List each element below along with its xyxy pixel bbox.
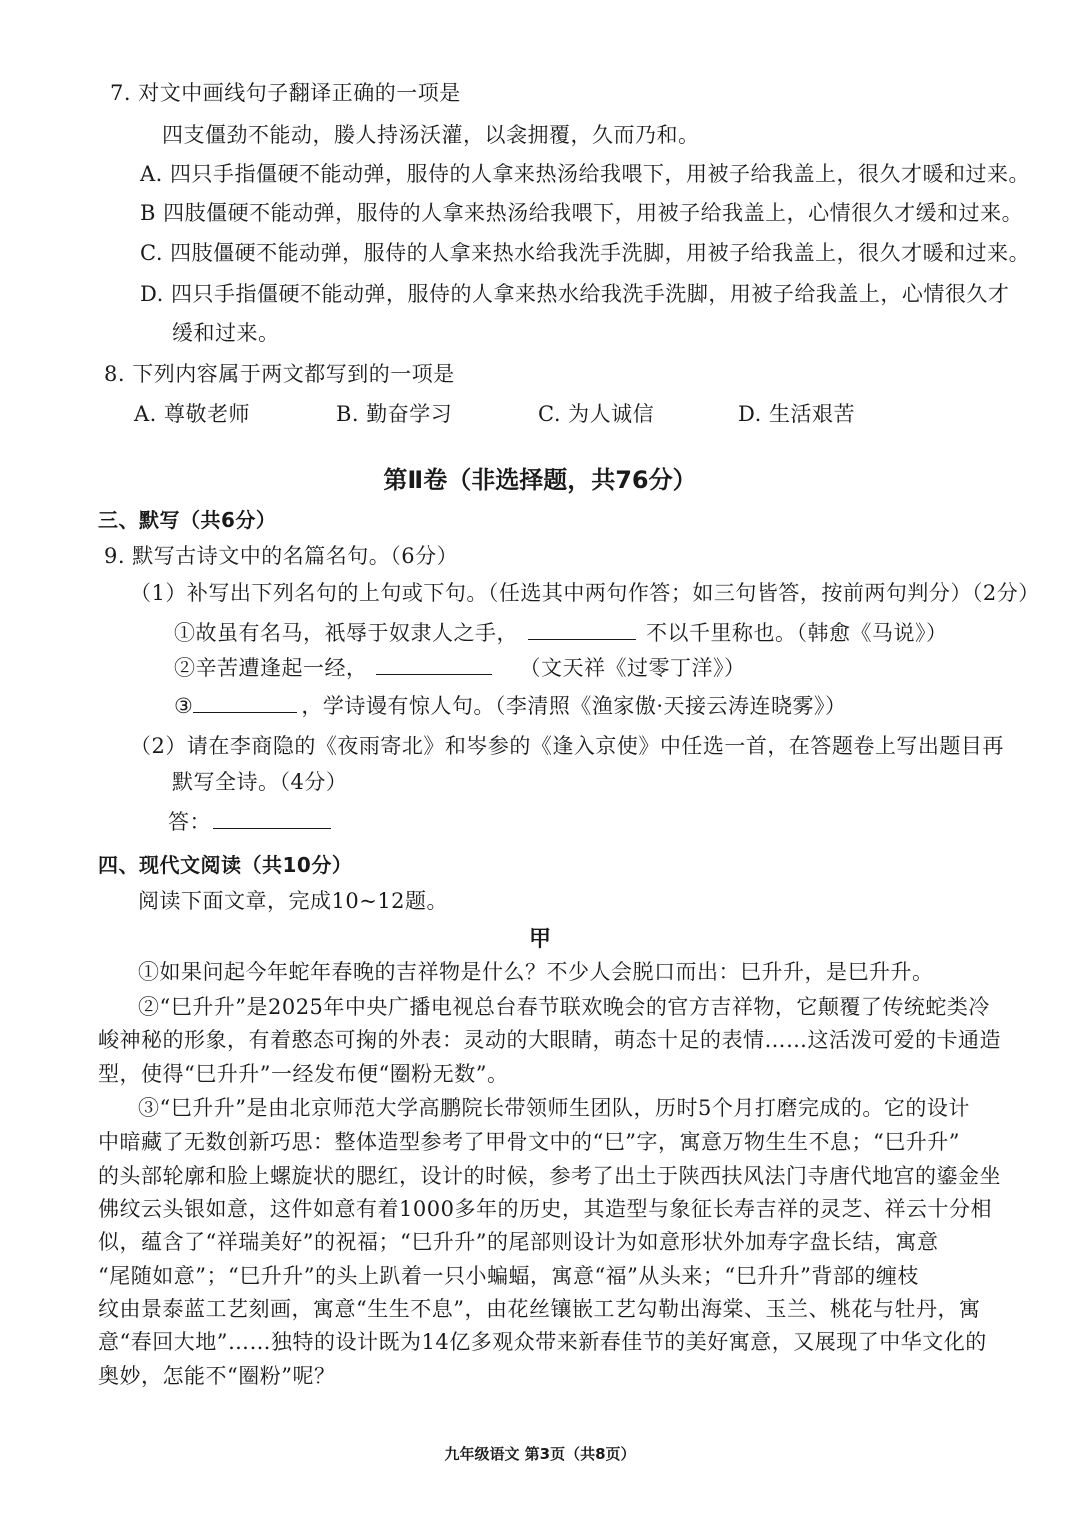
q9-item2 [174,652,746,683]
q9-sub2-line2: 默写全诗。（4分） [172,770,348,794]
q7-quote: 四支僵劲不能动，媵人持汤沃灌，以衾拥覆，久而乃和。 [162,123,700,147]
passage-title: 甲 [528,927,551,952]
q7-option-a: A. 四只手指僵硬不能动弹，服侍的人拿来热汤给我喂下，用被子给我盖上，很久才暖和过来。 [140,162,1031,186]
q9-item2-text-b: （文天祥《过零丁洋》） [519,656,746,680]
passage-line-4: 型，使得“巳升升”一经发布便“圈粉无数”。 [98,1062,509,1086]
section3-heading: 三、默写（共6分） [98,508,277,532]
passage-line-11: 纹由景泰蓝工艺刻画，寓意“生生不息”，由花丝镶嵌工艺勾勒出海棠、玉兰、桃花与牡丹，寓 [98,1297,981,1321]
page-footer: 九年级语文 第3页（共8页） [444,1445,636,1463]
q8-option-a: A. 尊敬老师 [134,402,251,426]
part2-title: 第Ⅱ卷（非选择题，共76分） [383,466,697,494]
passage-line-8: 佛纹云头银如意，这件如意有着1000多年的历史，其造型与象征长寿吉祥的灵芝、祥云十分相 [98,1197,992,1221]
q9-item3-text-b: ，学诗谩有惊人句。（李清照《渔家傲·天接云涛连晓雾》） [301,694,847,718]
q7-option-b: B 四肢僵硬不能动弹，服侍的人拿来热汤给我喂下，用被子给我盖上，心情很久才缓和过来。 [140,201,1024,225]
passage-line-10: “尾随如意”；“巳升升”的头上趴着一只小蝙蝠，寓意“福”从头来；“巳升升”背部的缠枝 [98,1264,919,1288]
passage-line-9: 似，蕴含了“祥瑞美好”的祝福；“巳升升”的尾部则设计为如意形状外加寿字盘长结，寓意 [98,1230,939,1254]
q9-sub2-line1: （2）请在李商隐的《夜雨寄北》和岑参的《逢入京使》中任选一首，在答题卷上写出题目再 [130,734,1004,758]
q9-item3-text-a: ③ [174,694,194,718]
q9-item2-text-a: ②辛苦遭逢起一经， [174,656,368,680]
passage-line-13: 奥妙，怎能不“圈粉”呢？ [98,1364,336,1388]
q9-answer-label: 答： [168,810,211,834]
q9-item1-text-b: 不以千里称也。（韩愈《马说》） [646,621,948,645]
q9-item1-text-a: ①故虽有名马，祇辱于奴隶人之手， [174,621,518,645]
q9-item2-blank[interactable] [376,652,492,675]
q9-stem: 9. 默写古诗文中的名篇名句。（6分） [104,544,459,568]
passage-line-6: 中暗藏了无数创新巧思：整体造型参考了甲骨文中的“巳”字，寓意万物生生不息；“巳升升” [98,1130,960,1154]
passage-line-3: 峻神秘的形象，有着憨态可掬的外表：灵动的大眼睛，萌态十足的表情……这活泼可爱的卡通造 [98,1028,1001,1052]
section4-heading: 四、现代文阅读（共10分） [98,853,353,877]
q8-option-d: D. 生活艰苦 [738,402,855,426]
passage-line-12: 意“春回大地”……独特的设计既为14亿多观众带来新春佳节的美好寓意，又展现了中华文化的 [98,1330,987,1354]
section4-intro: 阅读下面文章，完成10~12题。 [138,889,449,913]
q7-stem: 7. 对文中画线句子翻译正确的一项是 [110,81,461,105]
q9-item3 [174,690,847,721]
q9-item1 [174,617,948,648]
passage-line-2: ②“巳升升”是2025年中央广播电视总台春节联欢晚会的官方吉祥物，它颠覆了传统蛇类冷 [138,995,990,1019]
q9-answer [168,806,331,837]
q7-option-d: D. 四只手指僵硬不能动弹，服侍的人拿来热水给我洗手洗脚，用被子给我盖上，心情很久才 [140,282,1010,306]
passage-line-5: ③“巳升升”是由北京师范大学高鹏院长带领师生团队，历时5个月打磨完成的。它的设计 [138,1096,970,1120]
q8-option-c: C. 为人诚信 [538,402,655,426]
q7-option-d-cont: 缓和过来。 [172,321,280,345]
q7-option-c: C. 四肢僵硬不能动弹，服侍的人拿来热水给我洗手洗脚，用被子给我盖上，很久才暖和过来。 [140,241,1031,265]
q9-item1-blank[interactable] [528,617,636,640]
passage-line-7: 的头部轮廓和脸上螺旋状的腮红，设计的时候，参考了出土于陕西扶风法门寺唐代地宫的鎏金坐 [98,1164,1001,1188]
passage-line-1: ①如果问起今年蛇年春晚的吉祥物是什么？不少人会脱口而出：巳升升，是巳升升。 [138,960,934,984]
q9-item3-blank[interactable] [193,690,297,713]
q8-stem: 8. 下列内容属于两文都写到的一项是 [104,362,455,386]
q9-sub1: （1）补写出下列名句的上句或下句。（任选其中两句作答；如三句皆答，按前两句判分）（2分） [130,581,1040,605]
q9-answer-blank[interactable] [213,806,331,829]
q8-option-b: B. 勤奋学习 [336,402,453,426]
